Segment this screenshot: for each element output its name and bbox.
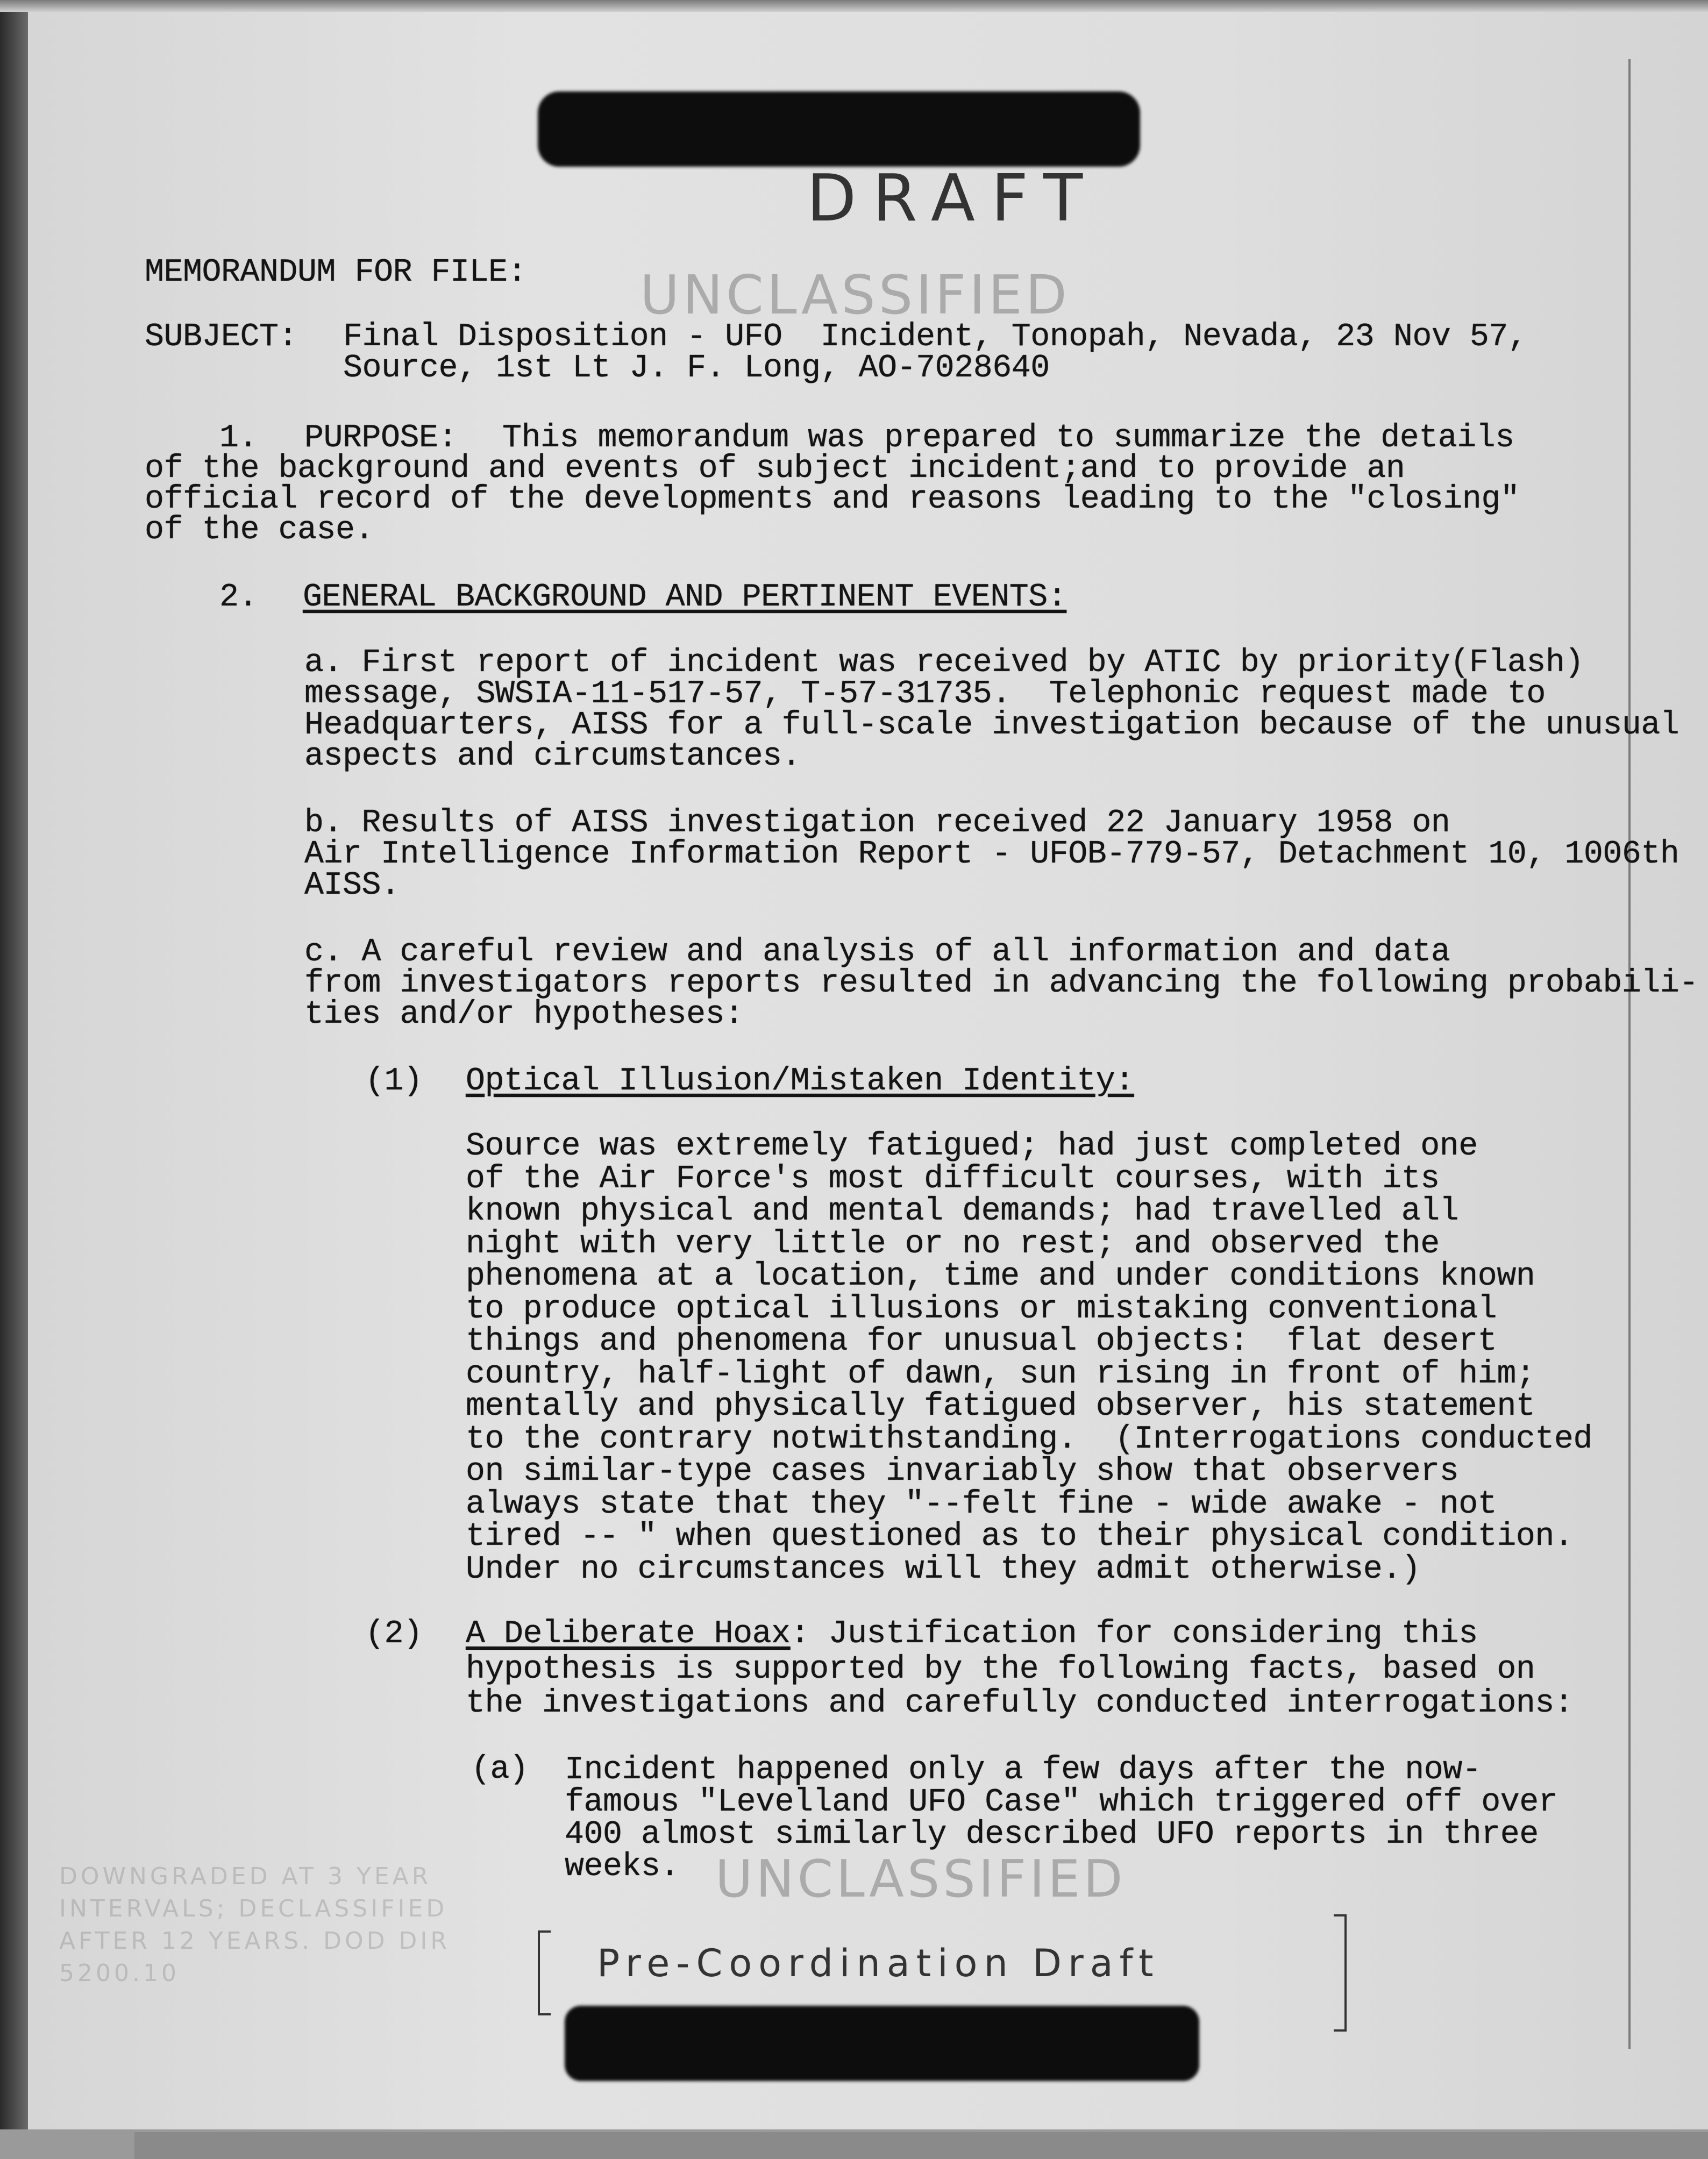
bracket-left — [538, 1930, 551, 2015]
subject-label: SUBJECT: — [145, 319, 298, 355]
scan-border-bottom-inner — [134, 2132, 1708, 2159]
para2c: c. A careful review and analysis of all information and data from investigators reports resulted in advancing the following probabili- ties and/or hypotheses: — [304, 934, 1698, 1033]
bracket-right — [1334, 1914, 1347, 2032]
redaction-bottom — [565, 2006, 1199, 2081]
page-edge-line — [1628, 59, 1631, 2049]
scan-border-top — [0, 0, 1708, 12]
draft-handwritten-mark: DRAFT — [807, 161, 1099, 236]
hypothesis2-body: hypothesis is supported by the following facts, based on the investigations and carefully conducted interrogations: — [466, 1651, 1574, 1722]
downgrade-stamp: DOWNGRADED AT 3 YEAR INTERVALS; DECLASSIFIED AFTER 12 YEARS. DOD DIR 5200.10 — [59, 1863, 450, 1987]
para1-number: 1. — [219, 420, 258, 457]
scan-border-left — [0, 0, 28, 2159]
subject-text: Final Disposition - UFO Incident, Tonopah, Nevada, 23 Nov 57, Source, 1st Lt J. F. Long, AO-7028640 — [343, 319, 1527, 387]
para2b: b. Results of AISS investigation received 22 January 1958 on Air Intelligence Information Report - UFOB-779-57, Detachment 10, 1006th AISS. — [304, 805, 1679, 904]
redaction-top — [538, 91, 1140, 167]
para2-heading: GENERAL BACKGROUND AND PERTINENT EVENTS: — [303, 579, 1067, 616]
para1-first-line: This memorandum was prepared to summarize the details — [502, 420, 1514, 457]
fact-a-marker: (a) — [471, 1751, 529, 1788]
unclassified-stamp-bottom: UNCLASSIFIED — [715, 1850, 1126, 1909]
para2a: a. First report of incident was received by ATIC by priority(Flash) message, SWSIA-11-517-57, T-57-31735. Telephonic request made to Headquarters, AISS for a full-scale investigation because of the unusual aspects and circumstances. — [304, 645, 1679, 775]
hypothesis2-first-line: : Justification for considering this — [790, 1616, 1478, 1652]
fact-a-text: Incident happened only a few days after the now- famous "Levelland UFO Case" which triggered off over 400 almost similarly described UFO reports in three weeks. — [565, 1752, 1558, 1885]
hypothesis1-body: Source was extremely fatigued; had just completed one of the Air Force's most difficult courses, with its known physical and mental demands; had travelled all night with very little or no rest; and observed the phenomena at a location, time and under conditions known to produce optical illusions or mistaking conventional things and phenomena for unusual objects: flat desert country, half-light of dawn, sun rising in front of him; mentally and physically fatigued observer, his statement to the contrary notwithstanding. (Interrogations conducted on similar-type cases invariably show that observers always state that they "--felt fine - wide awake - not tired -- " when questioned as to their physical condition. Under no circumstances will they admit otherwise.) — [466, 1128, 1592, 1588]
para2-number: 2. — [219, 579, 258, 616]
hypothesis2-heading: A Deliberate Hoax — [466, 1616, 791, 1652]
para1-body: of the background and events of subject incident;and to provide an official record of the developments and reasons leading to the "closing" of the case. — [145, 451, 1520, 548]
para1-label: PURPOSE: — [304, 420, 458, 457]
hypothesis2-line1 — [466, 1616, 1478, 1652]
hypothesis1-number: (1) — [365, 1063, 423, 1100]
pre-coordination-draft-handwritten: Pre-Coordination Draft — [597, 1941, 1160, 1985]
unclassified-stamp-top: UNCLASSIFIED — [640, 263, 1070, 326]
hypothesis2-number: (2) — [365, 1616, 423, 1652]
hypothesis1-heading: Optical Illusion/Mistaken Identity: — [466, 1063, 1134, 1100]
memo-heading: MEMORANDUM FOR FILE: — [145, 254, 527, 291]
